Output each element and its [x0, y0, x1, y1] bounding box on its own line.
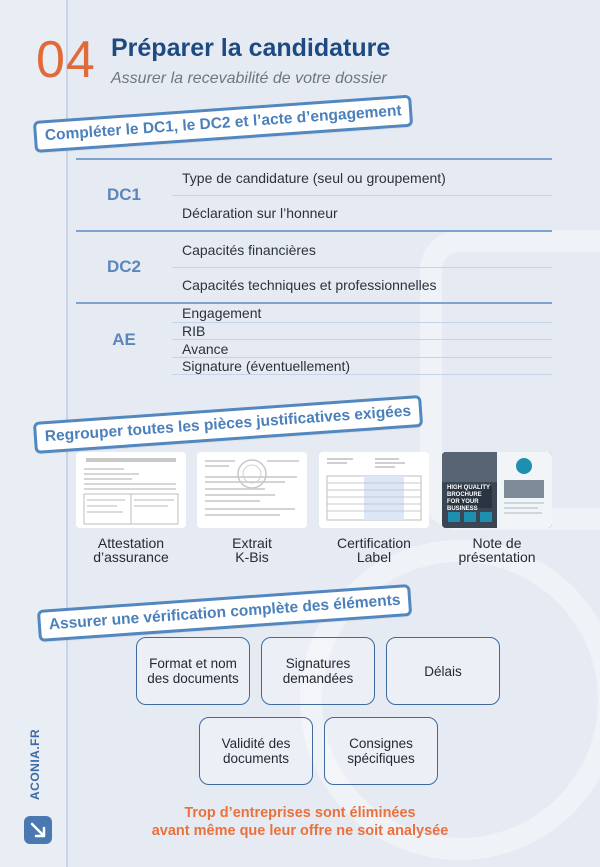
brochure-text: HIGH QUALITY BROCHURE FOR YOUR BUSINESS — [447, 485, 490, 512]
kbis-extract-image — [197, 452, 307, 528]
form-group-dc1 — [76, 158, 552, 230]
check-box-signatures: Signatures demandées — [261, 637, 375, 705]
certification-label-image — [319, 452, 429, 528]
warning-message: Trop d’entreprises sont éliminées avant même que leur offre ne soit analysée — [151, 805, 449, 839]
document-caption: Extrait K-Bis — [232, 535, 272, 565]
document-caption: Note de présentation — [458, 535, 536, 565]
check-box-instructions: Consignes spécifiques — [324, 717, 438, 785]
form-code: DC1 — [106, 185, 141, 204]
form-item: RIB — [172, 322, 552, 339]
check-box-deadlines: Délais — [386, 637, 500, 705]
form-item: Capacités techniques et professionnelles — [172, 267, 552, 302]
form-item: Type de candidature (seul ou groupement) — [182, 169, 446, 186]
presentation-brochure-image — [442, 452, 552, 528]
document-card — [442, 452, 552, 564]
check-box-validity: Validité des documents — [199, 717, 313, 785]
form-item: Avance — [172, 339, 552, 357]
document-card — [197, 452, 307, 564]
form-item: Engagement — [182, 305, 262, 321]
section-banner-verification: Assurer une vérification complète des éléments — [37, 584, 413, 642]
form-group-dc2 — [76, 230, 552, 302]
section-number: 04 — [36, 31, 96, 89]
brand-logo-icon — [24, 816, 52, 844]
insurance-certificate-image — [76, 452, 186, 528]
document-card — [319, 452, 429, 564]
table-bottom-line — [172, 374, 552, 375]
form-item: Signature (éventuellement) — [172, 357, 552, 374]
form-item: Déclaration sur l’honneur — [172, 195, 552, 230]
form-item: Capacités financières — [182, 241, 316, 258]
form-group-ae — [76, 302, 552, 374]
brand-block — [18, 700, 46, 850]
page-title: Préparer la candidature — [111, 34, 391, 62]
page-subtitle: Assurer la recevabilité de votre dossier — [111, 70, 387, 87]
documents-gallery — [76, 452, 552, 572]
document-card — [76, 452, 186, 564]
brand-name: ACONIA.FR — [28, 728, 42, 800]
check-box-format: Format et nom des documents — [136, 637, 250, 705]
document-caption: Certification Label — [337, 535, 411, 565]
forms-table — [76, 158, 552, 375]
section-banner-forms: Compléter le DC1, le DC2 et l’acte d’engagement — [33, 95, 414, 153]
form-code: DC2 — [106, 257, 141, 276]
document-caption: Attestation d’assurance — [93, 535, 169, 565]
section-banner-documents: Regrouper toutes les pièces justificatives exigées — [33, 395, 423, 454]
form-code: AE — [112, 330, 136, 349]
